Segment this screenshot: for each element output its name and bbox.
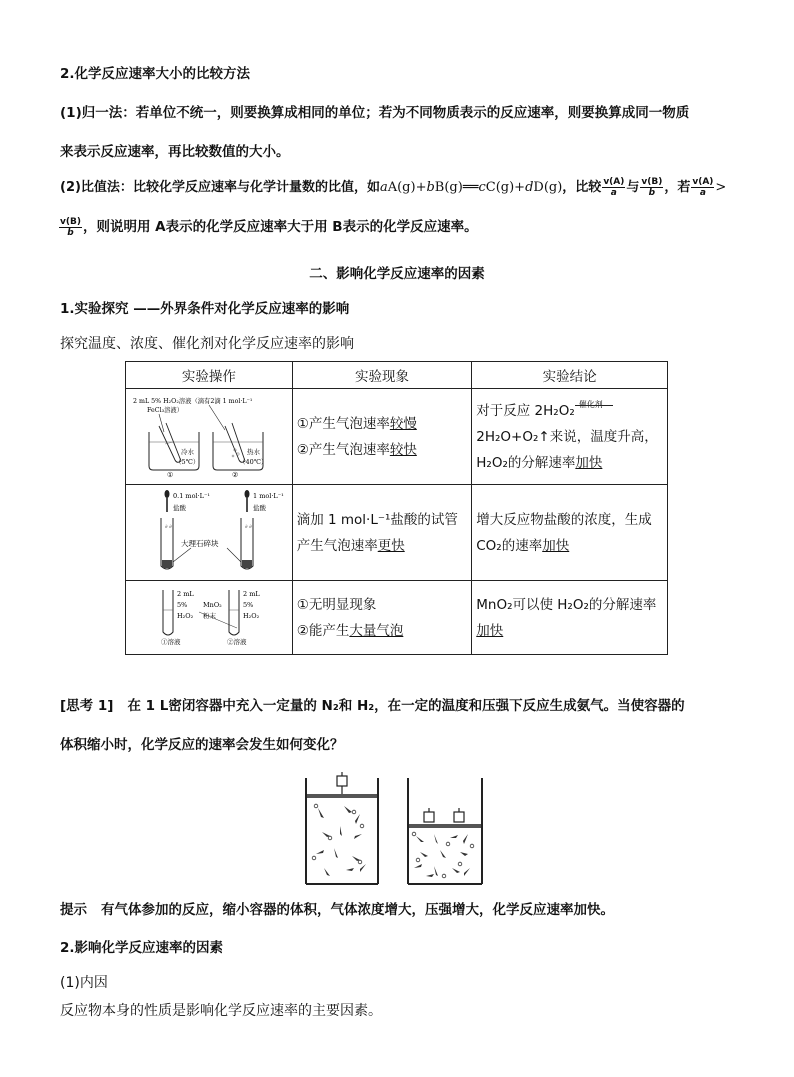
experiment-figure-concentration xyxy=(126,485,293,581)
coef-d: d xyxy=(525,180,534,195)
fig-label: 5% xyxy=(176,600,188,609)
section-heading: 二、影响化学反应速率的因素 xyxy=(309,266,485,282)
fig-label: 冷水 xyxy=(180,447,194,456)
hint-label: 提示 xyxy=(60,902,87,918)
fig-label: ② xyxy=(231,470,239,479)
method-1-line-a xyxy=(60,101,689,121)
fig-label: ②溶液 xyxy=(226,637,247,646)
fig-label: 大理石碎块 xyxy=(180,538,219,548)
hint-line xyxy=(60,898,614,918)
catalyst-figure xyxy=(129,582,289,650)
fig-label: H₂O₂ xyxy=(176,611,194,620)
phenomenon-cell: ①无明显现象 ②能产生大量气泡 xyxy=(292,581,472,655)
fraction-va-2: $\frac{v(A)}{a}$ xyxy=(692,177,714,198)
fig-label: 0.1 mol·L⁻¹ xyxy=(172,491,210,500)
fig-label: 2 mL xyxy=(242,589,260,598)
method-2-text-b: ，比较 xyxy=(562,180,602,195)
coef-a: a xyxy=(379,180,388,195)
fig-label: H₂O₂ xyxy=(242,611,260,620)
section-title: 2.化学反应速率大小的比较方法 xyxy=(60,66,251,82)
container-figure xyxy=(300,768,500,888)
table-row xyxy=(126,581,668,655)
coef-c: c xyxy=(478,180,486,195)
subsection-1-title: 1.实验探究 ——外界条件对化学反应速率的影响 xyxy=(60,301,350,317)
answer-underline: 大量气泡 xyxy=(349,622,404,639)
answer-underline: 更快 xyxy=(377,537,405,554)
table-header: 实验操作 xyxy=(126,362,293,389)
fig-label: 粉末 xyxy=(202,611,216,620)
catalyst-label: 催化剂 xyxy=(578,399,603,409)
fig-label: 盐酸 xyxy=(172,503,186,512)
answer-underline: 加快 xyxy=(476,622,504,639)
experiment-figure-temperature xyxy=(126,389,293,485)
phenomenon-cell: 滴加 1 mol·L⁻¹盐酸的试管 产生气泡速率更快 xyxy=(292,485,472,581)
method-2-text-d: ，若 xyxy=(664,180,691,195)
conclusion-cell: MnO₂可以使 H₂O₂的分解速率 加快 xyxy=(472,581,668,655)
answer-underline: 加快 xyxy=(542,537,570,554)
think-line-b: 体积缩小时，化学反应的速率会发生如何变化？ xyxy=(60,737,344,753)
catalyst-arrow xyxy=(575,398,615,410)
fraction-vb-2: $\frac{v(B)}{b}$ xyxy=(60,216,81,238)
fig-label: （5℃） xyxy=(174,457,200,466)
method-2-label: (2)比值法： xyxy=(60,180,133,195)
method-1-line-b: 来表示反应速率，再比较数值的大小。 xyxy=(60,144,290,160)
subsection-2-1: (1)内因 xyxy=(60,975,108,991)
fraction-vb: $\frac{v(B)}{b}$ xyxy=(641,177,663,198)
think-line-a xyxy=(60,694,685,714)
fig-label: ①溶液 xyxy=(160,637,181,646)
answer-underline: 加快 xyxy=(575,454,603,471)
think-label: [思考 1] xyxy=(60,698,114,714)
method-1-label: (1)归一法： xyxy=(60,105,136,121)
table-header: 实验现象 xyxy=(292,362,472,389)
answer-underline: 较慢 xyxy=(389,415,417,432)
fig-label: 2 mL xyxy=(176,589,194,598)
eq-arrow: ══ xyxy=(462,180,479,195)
eq-term-b: B(g) xyxy=(434,180,463,195)
answer-underline: 较快 xyxy=(389,441,417,458)
fig-label: 1 mol·L⁻¹ xyxy=(252,491,284,500)
phenomenon-cell: ①产生气泡速率较慢 ②产生气泡速率较快 xyxy=(292,389,472,485)
greater-than: > xyxy=(715,180,727,195)
fig-label: ① xyxy=(166,470,174,479)
fraction-va: $\frac{v(A)}{a}$ xyxy=(603,177,625,198)
fig-label: 盐酸 xyxy=(252,503,266,512)
eq-term-c: C(g)+ xyxy=(485,180,526,195)
conclusion-cell: 增大反应物盐酸的浓度，生成 CO₂的速率加快 xyxy=(472,485,668,581)
table-row xyxy=(126,485,668,581)
fig-label: 2 mL 5% H₂O₂溶液（滴有2滴 1 mol·L⁻¹ xyxy=(132,397,253,405)
final-text: 反应物本身的性质是影响化学反应速率的主要因素。 xyxy=(60,1003,382,1019)
equation xyxy=(380,180,562,195)
experiment-table xyxy=(125,361,668,655)
intro-text: 探究温度、浓度、催化剂对化学反应速率的影响 xyxy=(60,336,354,352)
table-header: 实验结论 xyxy=(472,362,668,389)
conclusion-cell: 对于反应 2H₂O₂ 催化剂 2H₂O+O₂↑来说，温度升高， H₂O₂的分解速率加快 xyxy=(472,389,668,485)
table-header-row xyxy=(126,362,668,389)
method-2-line-a xyxy=(60,176,726,198)
method-1-text-a: 若单位不统一，则要换算成相同的单位；若为不同物质表示的反应速率，则要换算成同一物质 xyxy=(135,105,690,121)
test-tube-figure xyxy=(129,486,289,576)
method-2-text-c: 与 xyxy=(626,180,640,195)
fig-label: FeCl₃溶液） xyxy=(146,406,183,414)
think-text-a: 在 1 L密闭容器中充入一定量的 N₂和 H₂，在一定的温度和压强下反应生成氨气。当使容器的 xyxy=(127,698,685,714)
fig-label: 5% xyxy=(242,600,254,609)
hint-text: 有气体参加的反应，缩小容器的体积，气体浓度增大，压强增大，化学反应速率加快。 xyxy=(101,902,614,918)
eq-term-d: D(g) xyxy=(533,180,563,195)
table-row xyxy=(126,389,668,485)
fig-label: （40℃） xyxy=(238,457,268,466)
subsection-2-title: 2.影响化学反应速率的因素 xyxy=(60,940,224,956)
method-2-text-a: 比较化学反应速率与化学计量数的比值，如 xyxy=(132,180,380,195)
method-2-text-e: ，则说明用 A表示的化学反应速率大于用 B表示的化学反应速率。 xyxy=(82,219,478,235)
coef-b: b xyxy=(426,180,435,195)
experiment-figure-catalyst xyxy=(126,581,293,655)
svg-text:∂ ∂: ∂ ∂ xyxy=(164,523,172,530)
fig-label: MnO₂ xyxy=(202,600,222,609)
water-bath-figure xyxy=(129,390,289,480)
fig-label: 热水 xyxy=(246,447,260,456)
svg-text:∂ ∂: ∂ ∂ xyxy=(244,523,252,530)
method-2-line-b xyxy=(58,215,478,238)
eq-term-a: A(g)+ xyxy=(387,180,427,195)
